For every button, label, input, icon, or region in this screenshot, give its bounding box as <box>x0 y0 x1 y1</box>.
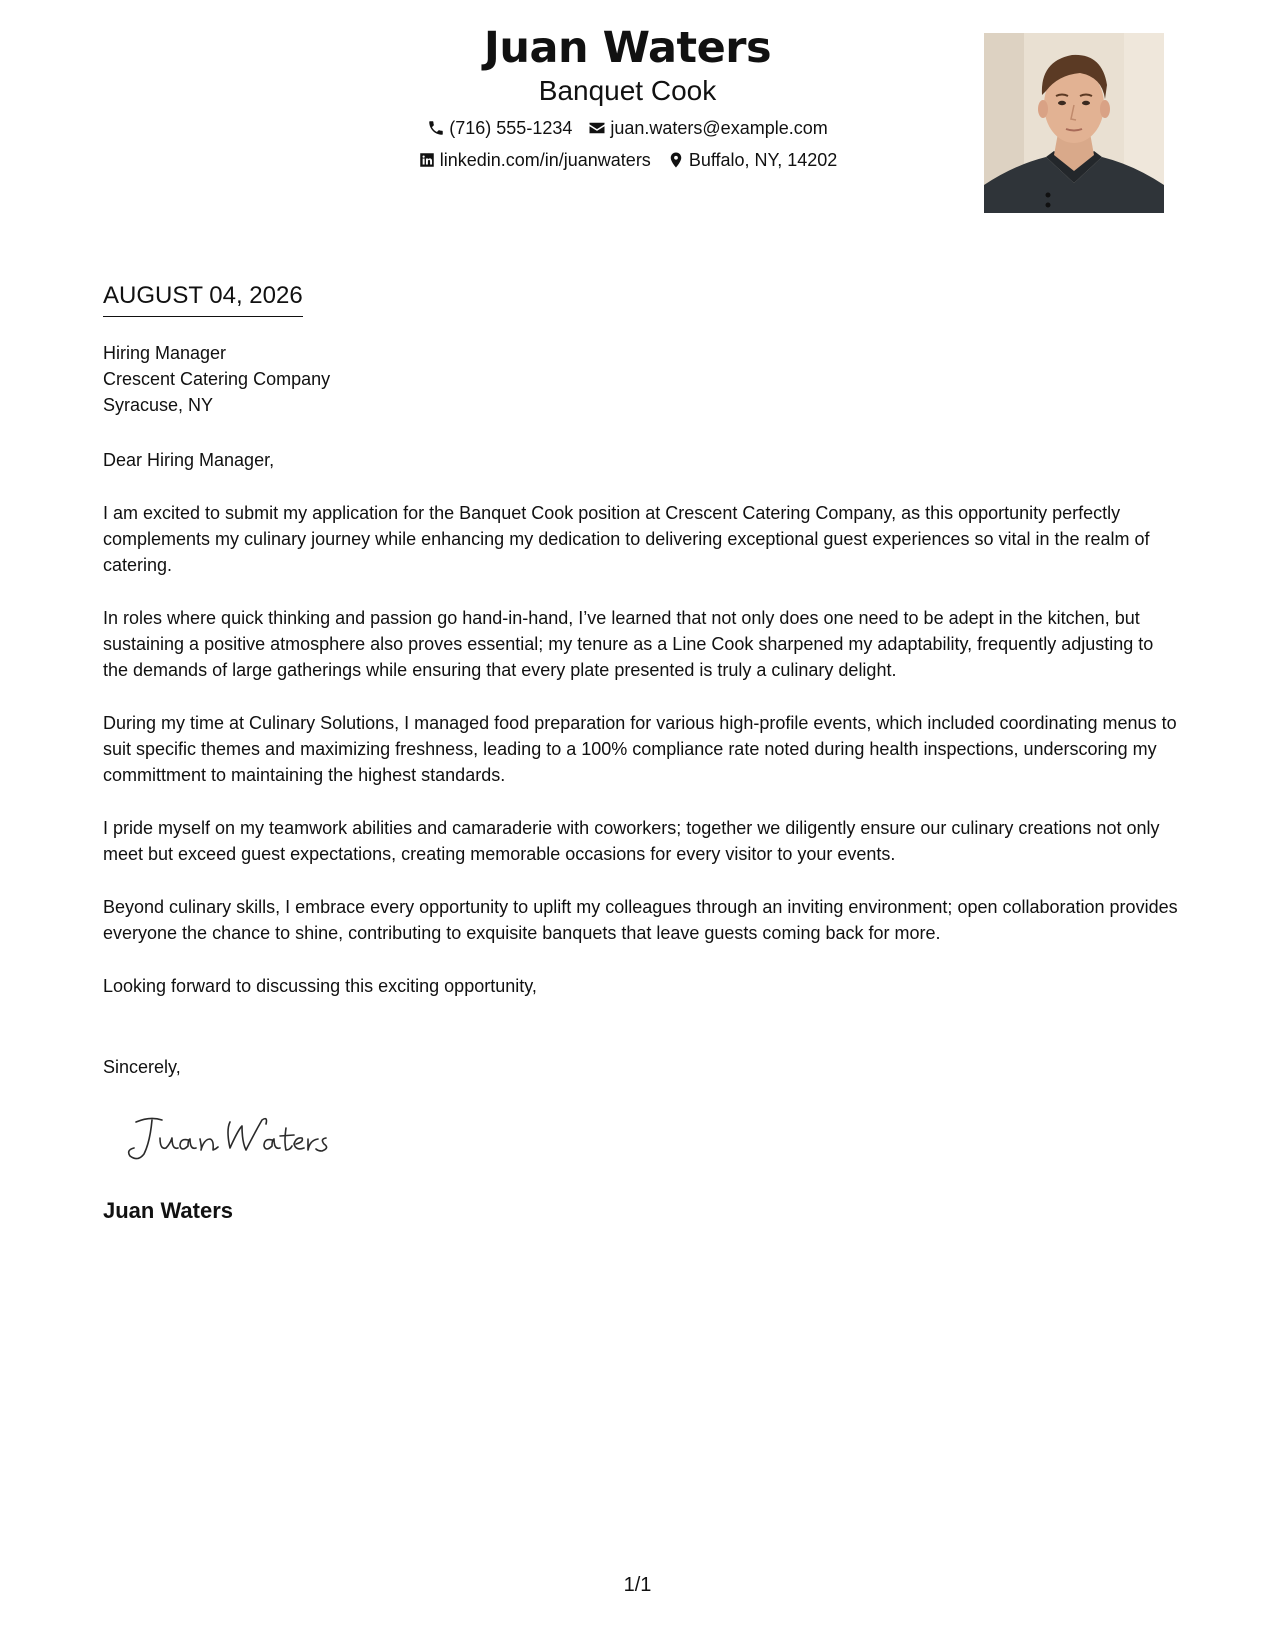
phone-text: (716) 555-1234 <box>449 118 573 138</box>
applicant-name: Juan Waters <box>483 23 772 73</box>
page-number: 1/1 <box>623 1574 652 1596</box>
letter-date: AUGUST 04, 2026 <box>103 280 303 317</box>
handwritten-signature <box>122 1108 352 1168</box>
envelope-icon <box>588 119 606 137</box>
contact-linkedin[interactable] <box>418 148 651 172</box>
contact-email[interactable] <box>588 116 827 140</box>
salutation: Dear Hiring Manager, <box>103 450 275 470</box>
letter-body <box>103 447 1178 1026</box>
contact-phone <box>427 116 572 140</box>
body-paragraph: Looking forward to discussing this exciting opportunity, <box>103 976 537 996</box>
recipient-block <box>103 340 330 418</box>
linkedin-text[interactable]: linkedin.com/in/juanwaters <box>439 150 651 170</box>
profile-photo <box>984 33 1164 213</box>
body-paragraph: Beyond culinary skills, I embrace every opportunity to uplift my colleagues through an inviting environment; open collaboration provides everyone the chance to shine, contributing to exquisite banquets that leave guests coming back for more. <box>103 897 1178 943</box>
body-paragraph: I pride myself on my teamwork abilities and camaraderie with coworkers; together we diligently ensure our culinary creations not only meet but exceed guest expectations, creating memorable occasions for every visitor to your events. <box>103 818 1160 864</box>
body-paragraph: I am excited to submit my application for the Banquet Cook position at Crescent Catering Company, as this opportunity perfectly complements my culinary journey while enhancing my dedication to delivering exceptional guest experiences so vital in the realm of catering. <box>103 503 1150 575</box>
job-title: Banquet Cook <box>538 75 717 106</box>
body-paragraph: In roles where quick thinking and passion go hand-in-hand, I’ve learned that not only does one need to be adept in the kitchen, but sustaining a positive atmosphere also proves essential; my tenure as a Line Cook sharpened my adaptability, frequently adjusting to the demands of large gatherings while ensuring that every plate presented is truly a culinary delight. <box>103 608 1154 680</box>
linkedin-icon <box>418 151 436 169</box>
email-text[interactable]: juan.waters@example.com <box>610 118 828 138</box>
phone-icon <box>427 119 445 137</box>
closing: Sincerely, <box>103 1057 181 1077</box>
location-text: Buffalo, NY, 14202 <box>688 150 838 170</box>
signer-name: Juan Waters <box>103 1198 234 1223</box>
recipient-line: Hiring Manager <box>103 343 227 363</box>
contact-location <box>667 148 837 172</box>
map-pin-icon <box>667 151 685 169</box>
recipient-line: Crescent Catering Company <box>103 369 331 389</box>
body-paragraph: During my time at Culinary Solutions, I managed food preparation for various high-profile events, which included coordinating menus to suit specific themes and maximizing freshness, leading to a 100% compliance rate noted during health inspections, underscoring my committment to maintaining the highest standards. <box>103 713 1177 785</box>
recipient-line: Syracuse, NY <box>103 395 214 415</box>
